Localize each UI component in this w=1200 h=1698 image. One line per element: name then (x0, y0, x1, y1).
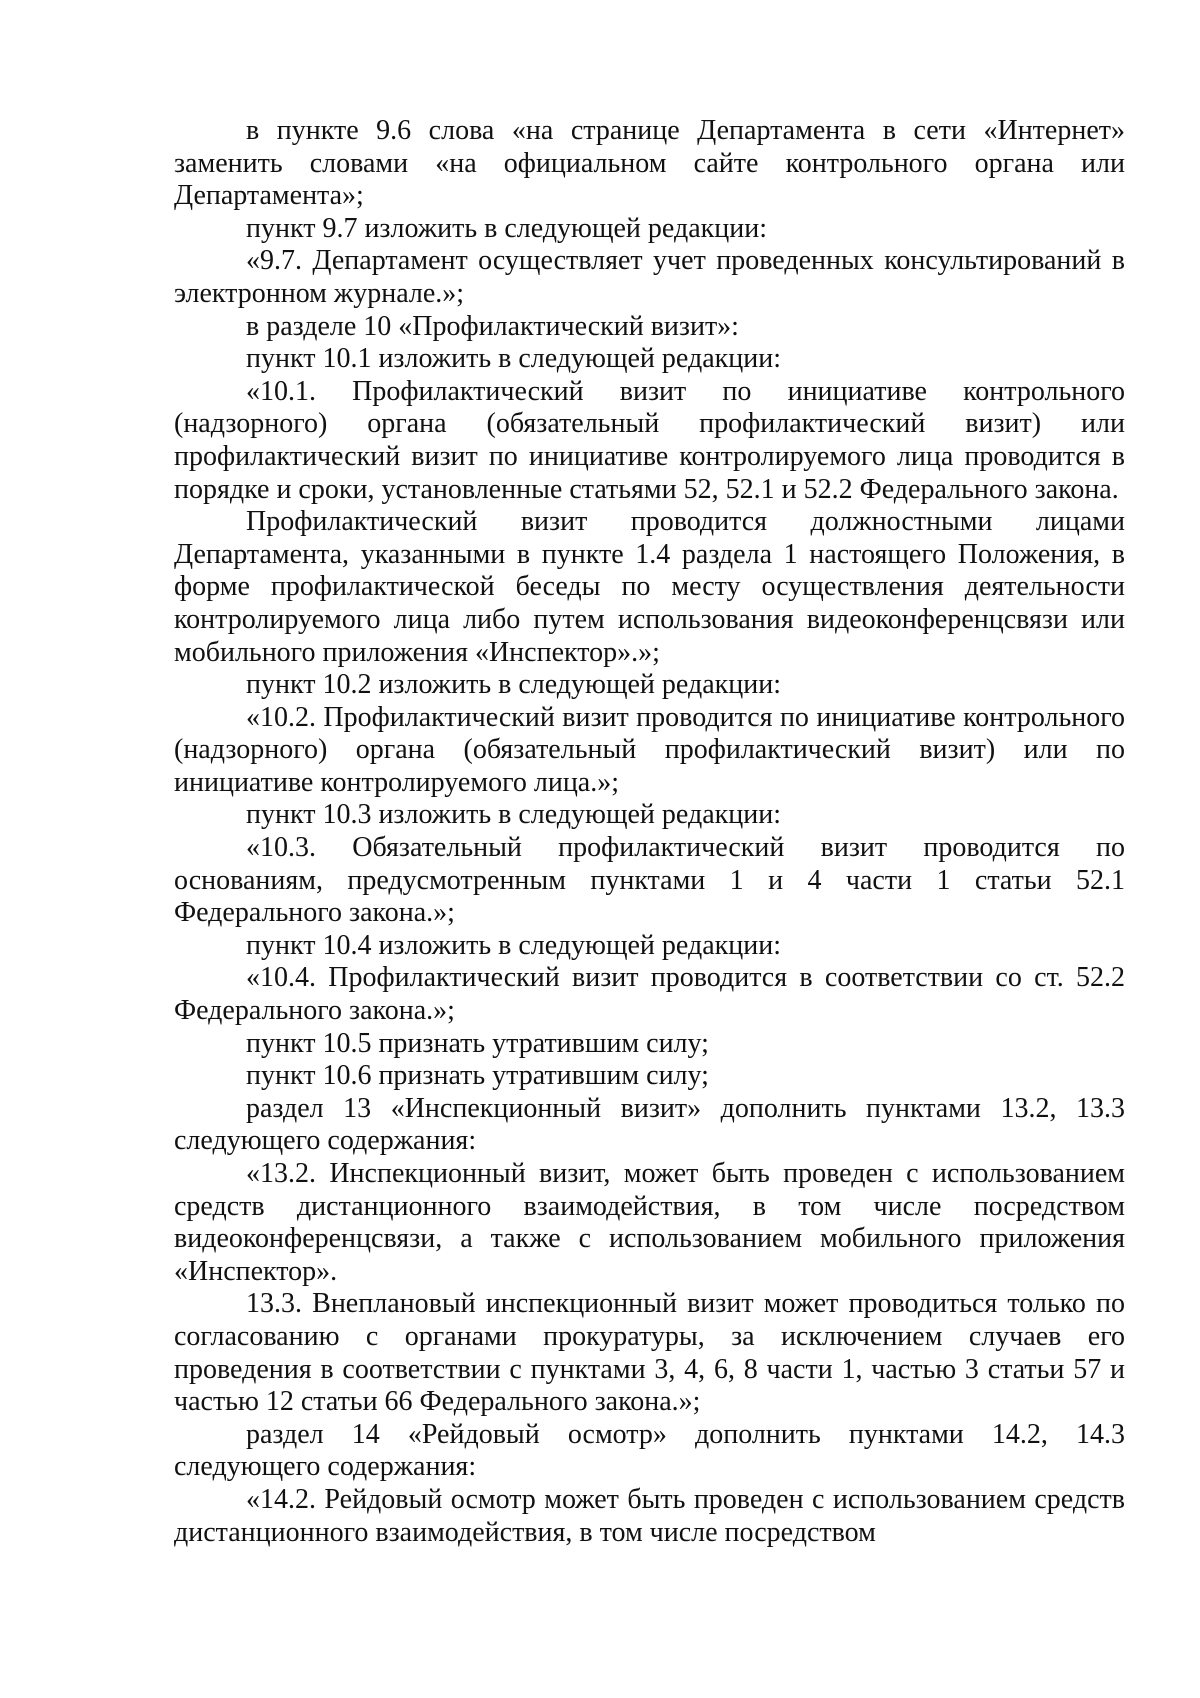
paragraph-10-3-text: «10.3. Обязательный профилактический визит проводится по основаниям, предусмотренным пунктами 1 и 4 части 1 статьи 52.1 Федерального закона.»; (174, 832, 1125, 929)
paragraph-10-3-intro: пункт 10.3 изложить в следующей редакции: (246, 799, 781, 831)
paragraph-9-7-text: «9.7. Департамент осуществляет учет проведенных консультирований в электронном журнале.»; (174, 245, 1125, 309)
paragraph-10-5-repeal: пункт 10.5 признать утратившим силу; (246, 1027, 709, 1059)
paragraph-14-2-text: «14.2. Рейдовый осмотр может быть проведен с использованием средств дистанционного взаимодействия, в том числе посредством (174, 1483, 1125, 1548)
paragraph-10-4-intro: пункт 10.4 изложить в следующей редакции: (246, 929, 781, 961)
paragraph-10-1-text: «10.1. Профилактический визит по инициативе контрольного (надзорного) органа (обязательный профилактический визит) или профилактический визит по инициативе контролируемого лица проводится в порядке и сроки, установленные статьями 52, 52.1 и 52.2 Федерального закона. (174, 375, 1125, 505)
paragraph-10-1-intro: пункт 10.1 изложить в следующей редакции: (246, 343, 781, 375)
paragraph-10-2-text: «10.2. Профилактический визит проводится по инициативе контрольного (надзорного) органа (обязательный профилактический визит) или по инициативе контролируемого лица.»; (174, 701, 1125, 798)
paragraph-10-4-text: «10.4. Профилактический визит проводится в соответствии со ст. 52.2 Федерального закона.»; (174, 962, 1125, 1027)
paragraph-9-6-amendment: в пункте 9.6 слова «на странице Департамента в сети «Интернет» заменить словами «на официальном сайте контрольного органа или Департамента»; (174, 115, 1125, 212)
paragraph-10-6-repeal: пункт 10.6 признать утратившим силу; (246, 1060, 709, 1092)
paragraph-section-14-addition: раздел 14 «Рейдовый осмотр» дополнить пунктами 14.2, 14.3 следующего содержания: (174, 1418, 1125, 1483)
paragraph-10-2-intro: пункт 10.2 изложить в следующей редакции: (246, 669, 781, 701)
paragraph-13-2-text: «13.2. Инспекционный визит, может быть проведен с использованием средств дистанционного взаимодействия, в том числе посредством видеоконференцсвязи, а также с использованием мобильного приложения «Инспектор». (174, 1158, 1125, 1287)
paragraph-section-13-addition: раздел 13 «Инспекционный визит» дополнить пунктами 13.2, 13.3 следующего содержания: (174, 1092, 1125, 1157)
paragraph-13-3-text: 13.3. Внеплановый инспекционный визит может проводиться только по согласованию с органами прокуратуры, за исключением случаев его проведения в соответствии с пунктами 3, 4, 6, 8 части 1, частью 3 статьи 57 и частью 12 статьи 66 Федерального закона.»; (174, 1288, 1125, 1418)
paragraph-9-7-intro: пункт 9.7 изложить в следующей редакции: (246, 212, 767, 244)
paragraph-section-10-heading: в разделе 10 «Профилактический визит»: (246, 310, 739, 342)
paragraph-10-1-continuation: Профилактический визит проводится должностными лицами Департамента, указанными в пункте 1.4 раздела 1 настоящего Положения, в форме профилактической беседы по месту осуществления деятельности контролируемого лица либо путем использования видеоконференцсвязи или мобильного приложения «Инспектор».»; (174, 506, 1125, 668)
document-page (174, 115, 1125, 1549)
